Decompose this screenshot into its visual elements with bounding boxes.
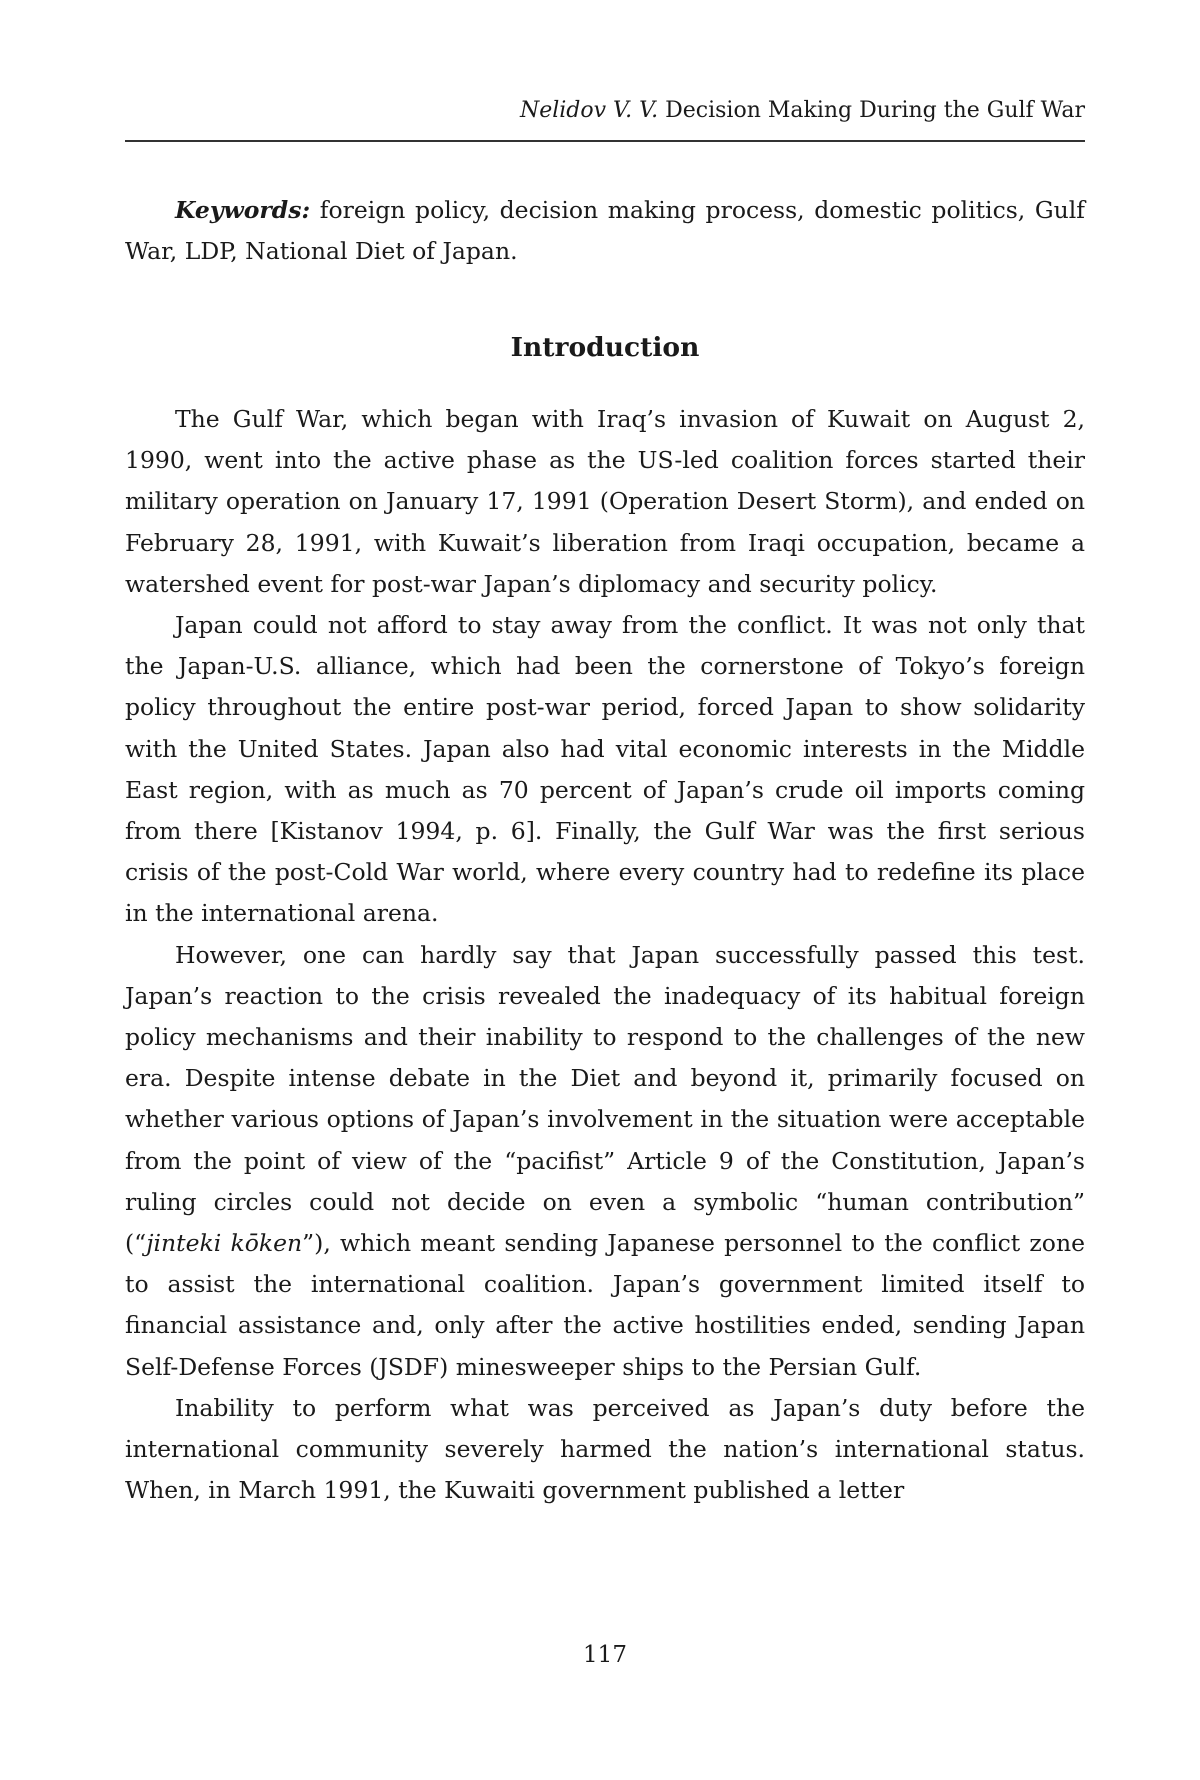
section-heading: Introduction: [510, 332, 700, 363]
body-paragraph-3: [125, 935, 1085, 1388]
running-header-author: Nelidov V. V.: [519, 98, 659, 123]
running-header-title: Decision Making During the Gulf War: [665, 98, 1085, 123]
running-header: [520, 96, 1085, 126]
paragraph-3-part-2: ”), which meant sending Japanese personnel to the conflict zone to assist the international coalition. Japan’s government limited itself to financial assistance and, only after the active hostilities ended, sending Japan Self-Defense Forces (JSDF) minesweeper ships to the Persian Gulf.: [125, 1229, 1085, 1381]
paragraph-3-term-jinteki-koken: jinteki kōken: [146, 1229, 303, 1258]
keywords-label: Keywords:: [175, 196, 311, 224]
body-paragraph-4: Inability to perform what was perceived as Japan’s duty before the international community severely harmed the nation’s international status. When, in March 1991, the Kuwaiti government published a letter: [125, 1393, 1085, 1505]
body-paragraph-2: Japan could not afford to stay away from the conflict. It was not only that the Japan-U.S. alliance, which had been the cornerstone of Tokyo’s foreign policy throughout the entire post-war period, forced Japan to show solidarity with the United States. Japan also had vital economic interests in the Middle East region, with as much as 70 percent of Japan’s crude oil imports coming from there [Kistanov 1994, p. 6]. Finally, the Gulf War was the first serious crisis of the post-Cold War world, where every country had to redefine its place in the international arena.: [125, 611, 1085, 928]
header-divider: [125, 140, 1085, 142]
keywords-paragraph: [125, 190, 1085, 272]
journal-page: [125, 0, 1085, 1780]
page-number: 117: [583, 1642, 627, 1668]
body-paragraph-1: The Gulf War, which began with Iraq’s invasion of Kuwait on August 2, 1990, went into the active phase as the US-led coalition forces started their military operation on January 17, 1991 (Operation Desert Storm), and ended on February 28, 1991, with Kuwait’s liberation from Iraqi occupation, became a watershed event for post-war Japan’s diplomacy and security policy.: [125, 405, 1085, 598]
body-text: [125, 399, 1085, 1511]
keywords-text: foreign policy, decision making process, domestic politics, Gulf War, LDP, National Diet of Japan.: [125, 196, 1085, 265]
paragraph-3-part-1: However, one can hardly say that Japan successfully passed this test. Japan’s reaction to the crisis revealed the inadequacy of its habitual foreign policy mechanisms and their inability to respond to the challenges of the new era. Despite intense debate in the Diet and beyond it, primarily focused on whether various options of Japan’s involvement in the situation were acceptable from the point of view of the “pacifist” Article 9 of the Constitution, Japan’s ruling circles could not decide on even a symbolic “human contribution” (“: [125, 940, 1085, 1258]
